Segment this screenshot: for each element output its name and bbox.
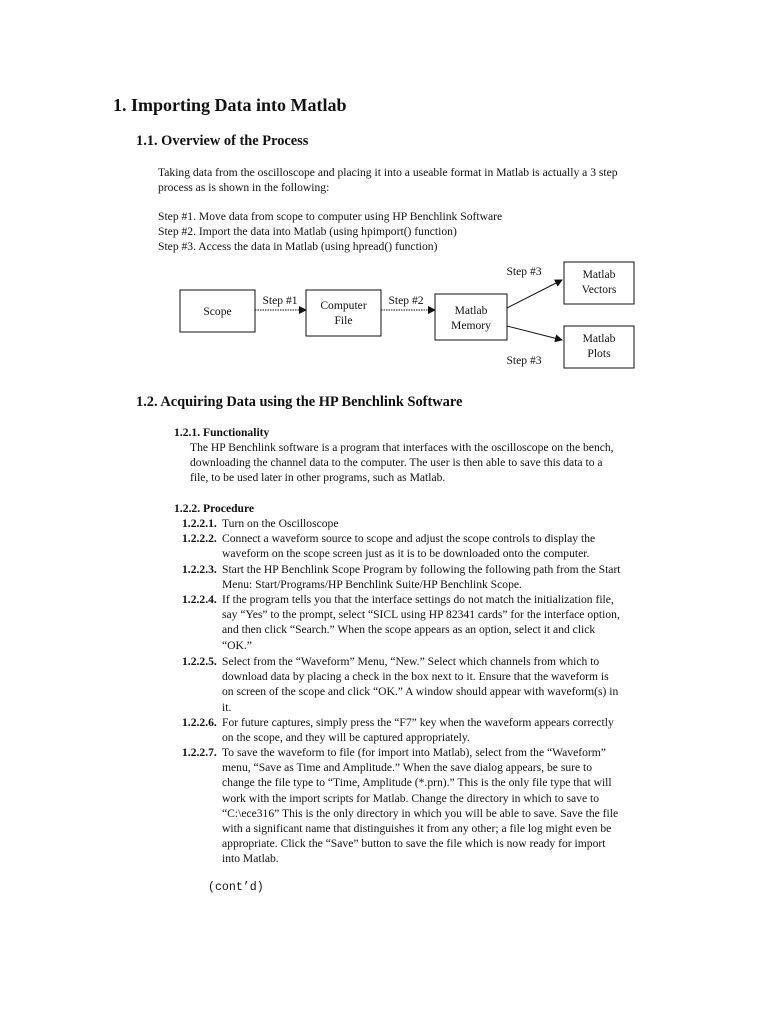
procedure-item-text: “OK.” bbox=[222, 638, 252, 652]
matlab-memory-label-1: Matlab bbox=[454, 304, 488, 317]
procedure-item bbox=[182, 715, 672, 745]
computer-file-label-2: File bbox=[334, 314, 353, 327]
step3-arrow-plots bbox=[507, 326, 562, 340]
step-line-2: Step #2. Import the data into Matlab (using hpimport() function) bbox=[158, 225, 457, 239]
procedure-item-text: and then click “Search.” When the scope appears as an option, select it and click bbox=[222, 623, 596, 637]
procedure-item-text: If the program tells you that the interface settings do not match the initialization file, bbox=[222, 593, 614, 606]
procedure-item-text: Select from the “Waveform” Menu, “New.” Select which channels from which to bbox=[222, 655, 600, 668]
procedure-item-text: with a significant name that distinguishes it from any other; a file log might even be bbox=[222, 822, 612, 836]
steps-list bbox=[158, 209, 502, 255]
procedure-item-text: appropriate. Click the “Save” button to save the file which is now ready for import bbox=[222, 837, 606, 851]
procedure-item-number: 1.2.2.3. bbox=[182, 563, 217, 576]
step3-arrow-vectors bbox=[507, 280, 562, 308]
step-line-3: Step #3. Access the data in Matlab (using hpread() function) bbox=[158, 240, 438, 254]
procedure-item-number: 1.2.2.5. bbox=[182, 655, 217, 668]
page-title: 1. Importing Data into Matlab bbox=[113, 95, 347, 115]
overview-intro bbox=[158, 165, 678, 195]
procedure-item-text: work with the import scripts for Matlab. Change the directory in which to save to bbox=[222, 791, 600, 805]
matlab-vectors-label-2: Vectors bbox=[581, 283, 617, 296]
procedure-item bbox=[182, 562, 672, 592]
procedure-item bbox=[182, 516, 672, 531]
procedure-item bbox=[182, 531, 672, 561]
procedure-item-text: “C:\ece316” This is the only directory in which you will be able to save. Save the file bbox=[222, 806, 619, 820]
functionality-body bbox=[190, 440, 670, 486]
procedure-item-number: 1.2.2.7. bbox=[182, 746, 217, 759]
section-heading-acquiring: 1.2. Acquiring Data using the HP Benchlink Software bbox=[136, 394, 463, 410]
procedure-item bbox=[182, 592, 672, 653]
procedure-item bbox=[182, 745, 672, 867]
procedure-item-text: on screen of the scope and click “OK.” A window should appear with waveform(s) in bbox=[222, 685, 619, 699]
process-flow-diagram bbox=[170, 258, 650, 378]
procedure-item-text: To save the waveform to file (for import into Matlab), select from the “Waveform” bbox=[222, 746, 606, 759]
step3-label-top: Step #3 bbox=[506, 265, 542, 278]
procedure-item-text: menu, “Save as Time and Amplitude.” When the save dialog appears, be sure to bbox=[222, 761, 593, 775]
procedure-item-text: For future captures, simply press the “F7” key when the waveform appears correctly bbox=[222, 716, 614, 729]
procedure-item-number: 1.2.2.2. bbox=[182, 532, 217, 545]
intro-line: process as is shown in the following: bbox=[158, 181, 330, 195]
computer-file-label-1: Computer bbox=[320, 299, 367, 312]
computer-file-box bbox=[306, 290, 381, 336]
procedure-item-number: 1.2.2.1. bbox=[182, 517, 217, 530]
procedure-item-text: Turn on the Oscilloscope bbox=[222, 517, 339, 530]
procedure-item-text: Connect a waveform source to scope and adjust the scope controls to display the bbox=[222, 532, 596, 545]
step2-label: Step #2 bbox=[388, 294, 424, 307]
procedure-item bbox=[182, 654, 672, 715]
continued-note: (cont’d) bbox=[208, 881, 264, 894]
matlab-plots-label-1: Matlab bbox=[582, 332, 616, 345]
functionality-line: The HP Benchlink software is a program that interfaces with the oscilloscope on the bench, bbox=[190, 441, 614, 454]
matlab-vectors-label-1: Matlab bbox=[582, 268, 616, 281]
functionality-line: downloading the channel data to the computer. The user is then able to save this data to a bbox=[190, 456, 603, 470]
functionality-heading: 1.2.1. Functionality bbox=[174, 426, 270, 439]
matlab-memory-label-2: Memory bbox=[451, 319, 491, 332]
procedure-item-text: it. bbox=[222, 700, 232, 714]
procedure-item-number: 1.2.2.6. bbox=[182, 716, 217, 729]
step1-label: Step #1 bbox=[262, 294, 298, 307]
procedure-item-text: on the scope, and they will be captured appropriately. bbox=[222, 731, 470, 745]
matlab-memory-box bbox=[435, 294, 507, 340]
functionality-line: file, to be used later in other programs, such as Matlab. bbox=[190, 471, 446, 485]
matlab-plots-label-2: Plots bbox=[587, 347, 611, 360]
scope-label: Scope bbox=[203, 305, 232, 318]
procedure-item-text: say “Yes” to the prompt, select “SICL using HP 82341 cards” for the interface option, bbox=[222, 608, 620, 622]
procedure-item-text: Menu: Start/Programs/HP Benchlink Suite/HP Benchlink Scope. bbox=[222, 578, 522, 592]
procedure-item-number: 1.2.2.4. bbox=[182, 593, 217, 606]
procedure-item-text: change the file type to “Time, Amplitude (*.prn).” This is the only file type that will bbox=[222, 776, 612, 790]
procedure-item-text: Start the HP Benchlink Scope Program by following the following path from the Start bbox=[222, 563, 621, 576]
intro-line: Taking data from the oscilloscope and placing it into a useable format in Matlab is actually a 3 step bbox=[158, 166, 618, 179]
section-heading-overview: 1.1. Overview of the Process bbox=[136, 133, 309, 149]
step3-label-bottom: Step #3 bbox=[506, 354, 542, 367]
step-line-1: Step #1. Move data from scope to computer using HP Benchlink Software bbox=[158, 210, 503, 223]
procedure-item-text: download data by placing a check in the box next to it. Ensure that the waveform is bbox=[222, 670, 609, 684]
procedure-heading: 1.2.2. Procedure bbox=[174, 502, 255, 515]
procedure-item-text: into Matlab. bbox=[222, 852, 279, 866]
procedure-item-text: waveform on the scope screen just as it is to be downloaded onto the computer. bbox=[222, 547, 590, 561]
